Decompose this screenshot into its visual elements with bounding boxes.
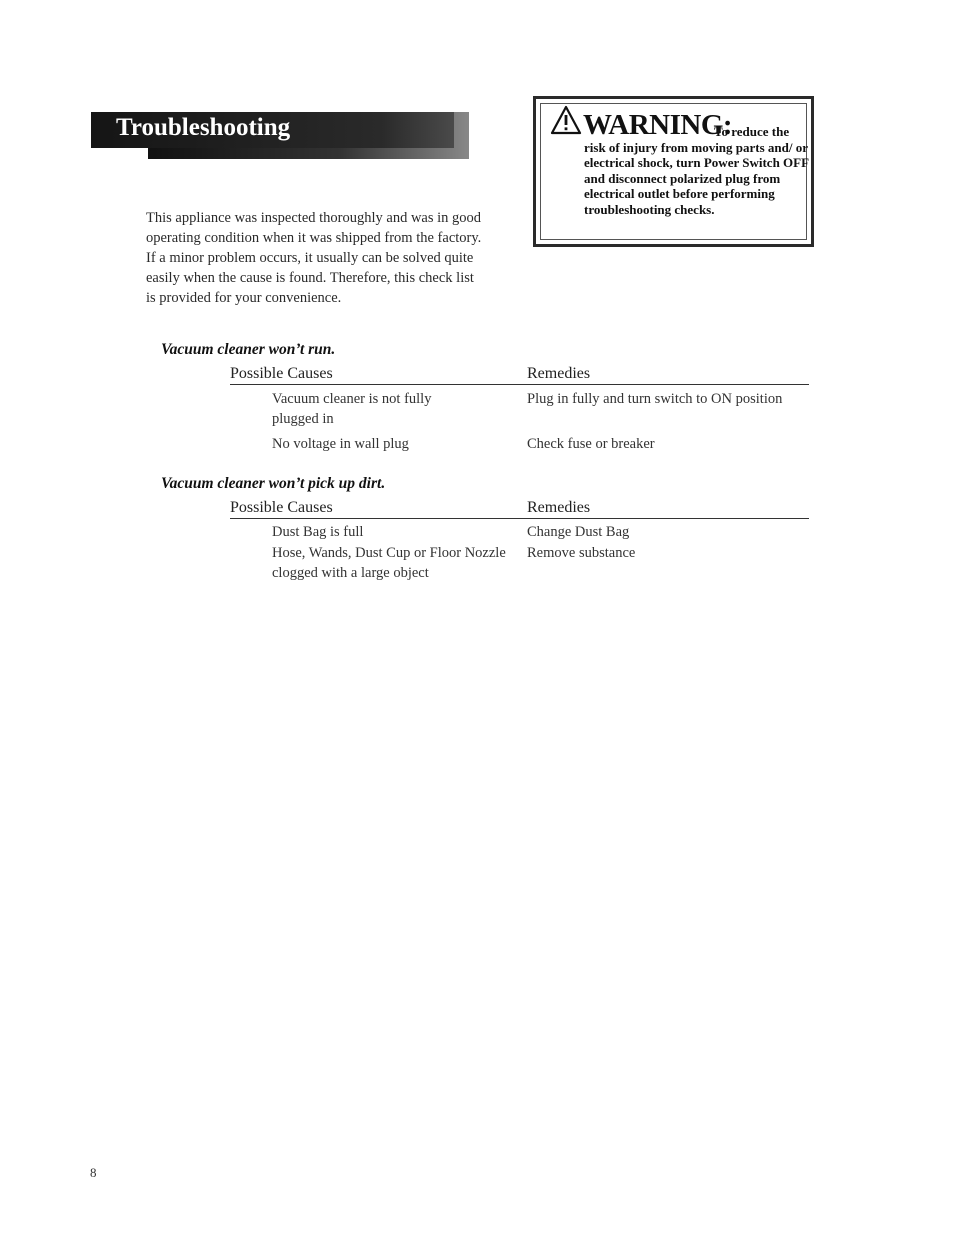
column-header-remedies: Remedies [527, 499, 591, 516]
page-title: Troubleshooting [116, 114, 291, 141]
warning-triangle-icon [550, 105, 582, 135]
section-heading-wont-pick-up: Vacuum cleaner won’t pick up dirt. [161, 475, 386, 492]
table-row-remedy: Check fuse or breaker [527, 436, 655, 452]
table-row-cause: Hose, Wands, Dust Cup or Floor Nozzle clogged with a large object [272, 545, 506, 581]
warning-text: To reduce the risk of injury from moving parts and/ or electrical shock, turn Power Switch OFF and disconnect polarized plug from electrical outlet before performing troubleshooting checks. [584, 124, 809, 217]
warning-label: WARNING: [583, 109, 733, 141]
table-row-cause: No voltage in wall plug [272, 436, 409, 452]
section-heading-wont-run: Vacuum cleaner won’t run. [161, 341, 336, 358]
table-header-rule [230, 384, 809, 385]
column-header-remedies: Remedies [527, 365, 591, 382]
warning-box [533, 96, 814, 247]
table-row-cause: Vacuum cleaner is not fully plugged in [272, 391, 432, 427]
table-row-remedy: Plug in fully and turn switch to ON position [527, 391, 783, 407]
column-header-causes: Possible Causes [230, 365, 333, 382]
column-header-causes: Possible Causes [230, 499, 333, 516]
intro-paragraph: This appliance was inspected thoroughly and was in good operating condition when it was shipped from the factory. If a minor problem occurs, it usually can be solved quite easily when the cause is found. Therefore, this check list is provided for your convenience. [146, 210, 482, 306]
table-row-remedy: Change Dust Bag [527, 524, 630, 540]
table-header-rule [230, 518, 809, 519]
table-row-cause: Dust Bag is full [272, 524, 364, 540]
page-number: 8 [90, 1165, 97, 1180]
table-row-remedy: Remove substance [527, 545, 636, 561]
